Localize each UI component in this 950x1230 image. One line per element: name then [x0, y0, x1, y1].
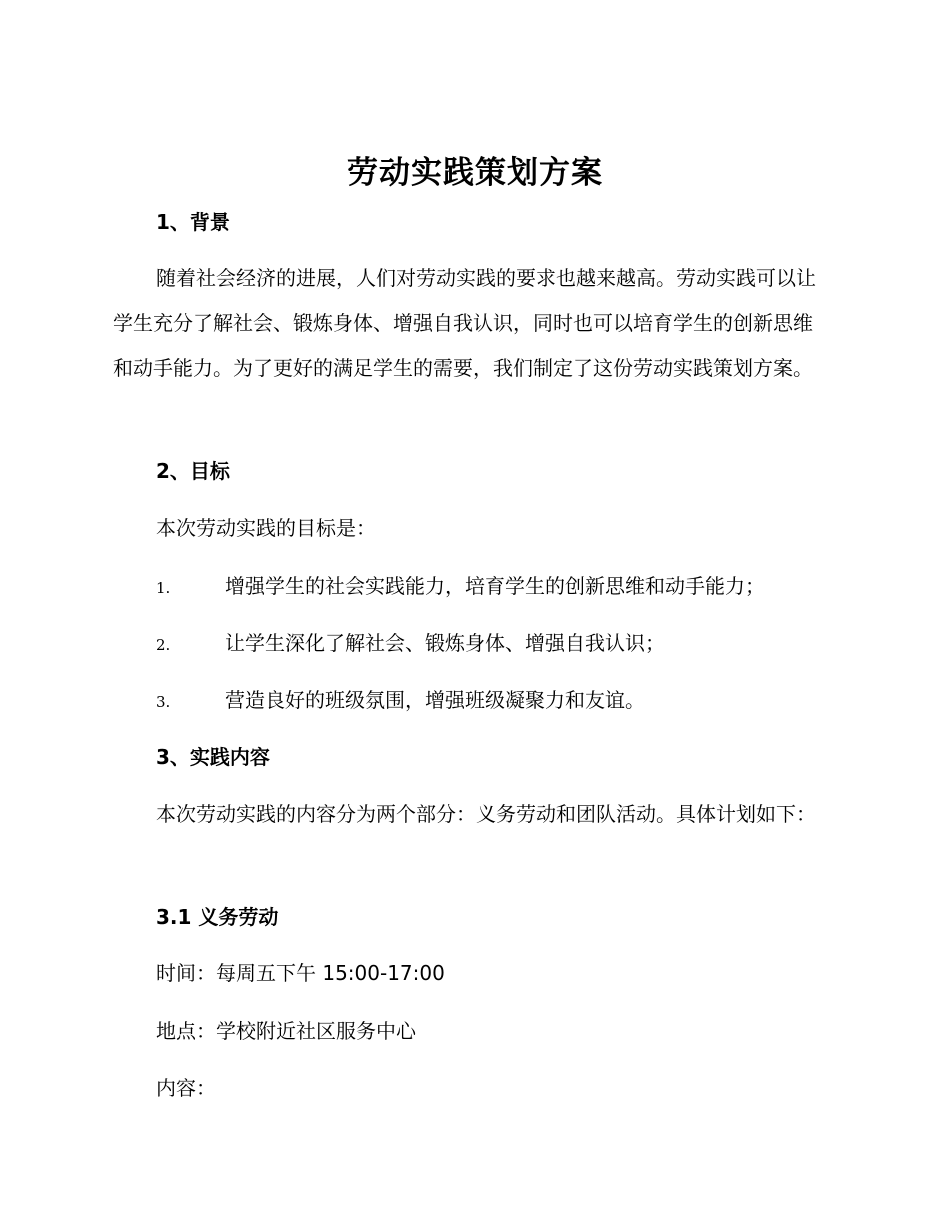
list-number: 2.	[156, 636, 171, 654]
document-title: 劳动实践策划方案	[347, 155, 603, 191]
list-number: 1.	[156, 579, 171, 597]
goal-list-item	[156, 628, 665, 658]
goal-list-item	[156, 685, 645, 715]
list-text: 让学生深化了解社会、锻炼身体、增强自我认识；	[225, 631, 665, 655]
section-heading-background: 1、背景	[156, 210, 230, 234]
list-number: 3.	[156, 693, 171, 711]
section-heading-goals: 2、目标	[156, 459, 230, 483]
section-heading-content: 3、实践内容	[156, 745, 270, 769]
volunteer-content: 内容：	[156, 1076, 216, 1100]
content-paragraph: 本次劳动实践的内容分为两个部分：义务劳动和团队活动。具体计划如下：	[156, 802, 816, 826]
goal-list-item	[156, 571, 765, 601]
background-paragraph: 随着社会经济的进展，人们对劳动实践的要求也越来越高。劳动实践可以让学生充分了解社会、锻炼身体、增强自我认识，同时也可以培育学生的创新思维和动手能力。为了更好的满足学生的需要，我们制定了这份劳动实践策划方案。	[113, 266, 816, 380]
list-text: 营造良好的班级氛围，增强班级凝聚力和友谊。	[225, 688, 645, 712]
volunteer-time: 时间：每周五下午 15:00-17:00	[156, 961, 445, 985]
subsection-heading-volunteer-labor: 3.1 义务劳动	[156, 905, 279, 929]
list-text: 增强学生的社会实践能力，培育学生的创新思维和动手能力；	[225, 574, 765, 598]
goals-intro: 本次劳动实践的目标是：	[156, 516, 376, 540]
volunteer-place: 地点：学校附近社区服务中心	[156, 1019, 416, 1043]
